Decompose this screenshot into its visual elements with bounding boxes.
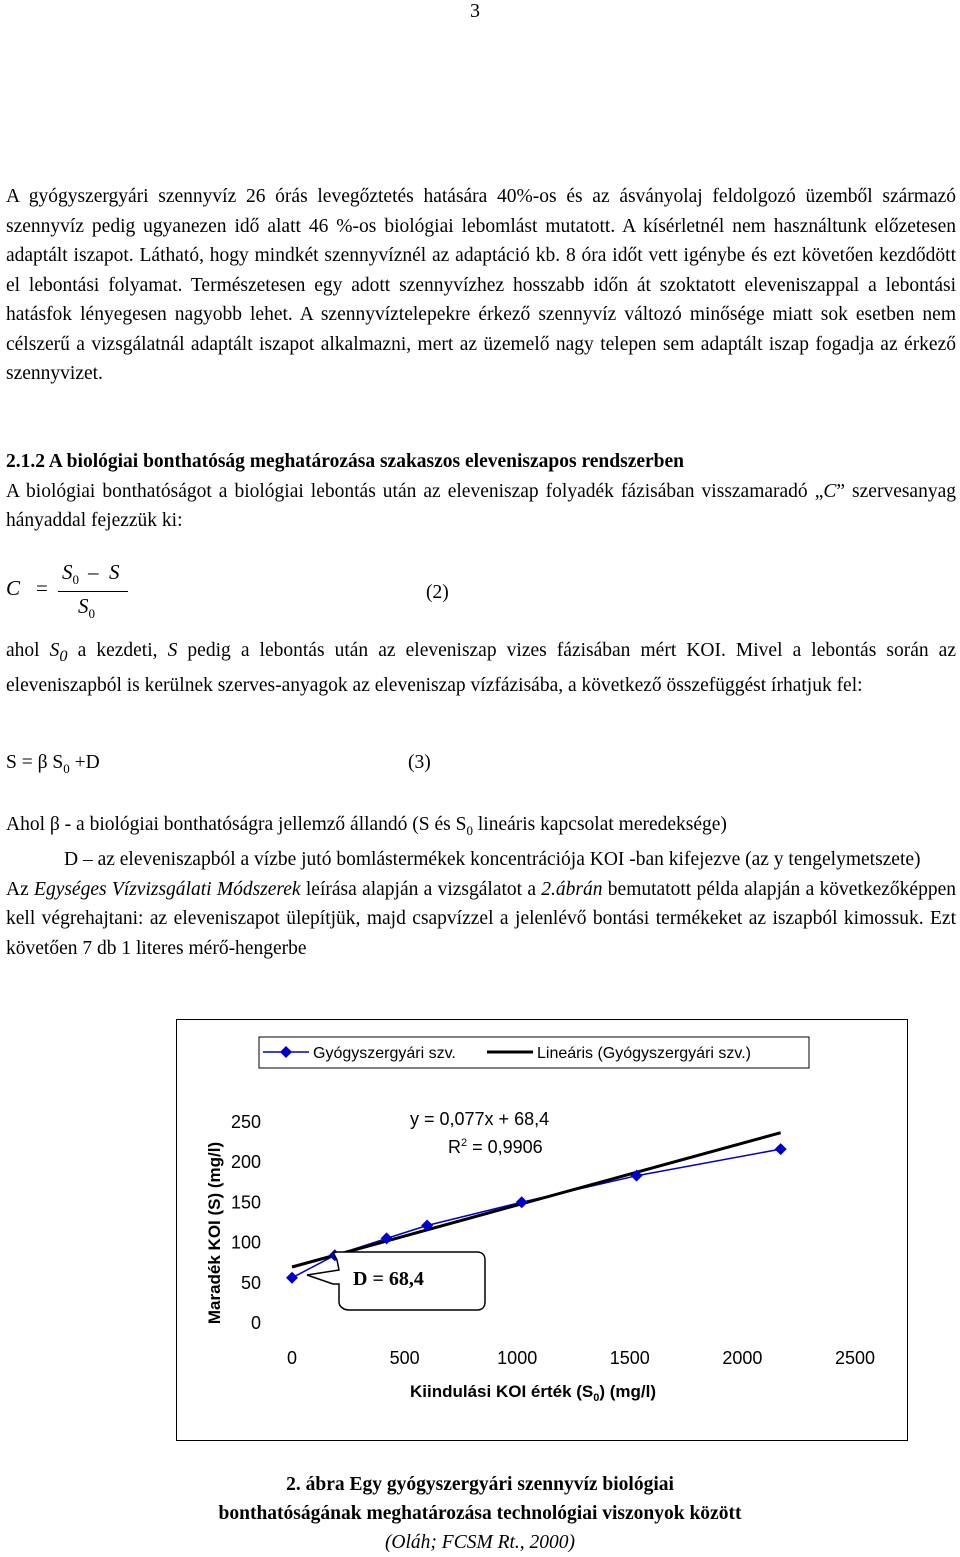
formula2-numerator-s: S (109, 560, 120, 584)
beta-definition: Ahol β - a biológiai bonthatóságra jellemző állandó (S és $S_0$ lineáris kapcsolat meredeksége) (6, 814, 727, 838)
caption-line-2: bonthatóságának meghatározása technológiai viszonyok között (218, 1503, 742, 1524)
legend-trend-label: Lineáris (Gyógyszergyári szv.) (537, 1045, 751, 1062)
caption-line-1: 2. ábra Egy gyógyszergyári szennyvíz biológiai (286, 1474, 674, 1495)
x-tick-label: 2500 (834, 1348, 876, 1368)
paragraph-results: A gyógyszergyári szennyvíz 26 órás levegőztetés hatására 40%-os és az ásványolaj feldolgozó üzemből származó szennyvíz pedig ugyanezen idő alatt 46 %-os biológiai lebomlást mutatott. A kísérletnél nem használtunk előzetesen adaptált iszapot. Látható, hogy mindkét szennyvíznél az adaptáció kb. 8 óra időt vett igénybe és ezt követően kezdődött el lebontási folyamat. Természetesen egy adott szennyvízhez hosszabb időn át szoktatott eleveniszappal a lebontási hatásfok lényegesen nagyobb lehet. A szennyvíztelepekre érkező szennyvíz változó minősége miatt sok esetben nem célszerű a vizsgálatnál adaptált iszapot alkalmazni, mert az üzemelő nagy telepen sem adaptált iszap fogadja az érkező szennyvizet. (6, 186, 956, 384)
callout-label: D = 68,4 (353, 1268, 424, 1290)
procedure-text: Az Egységes Vízvizsgálati Módszerek leírása alapján a vizsgálatot a 2.ábrán bemutatott példa alapján a következőképpen kell végrehajtani: az eleveniszapot ülepítjük, majd csapvízzel a jelenlévő bontási termékeket az iszapból kimossuk. Ezt követően 7 db 1 literes mérő-hengerbe (6, 878, 956, 959)
x-axis-label: Kiindulási KOI érték $(S_0)$ (mg/l) (410, 1382, 657, 1404)
formula2-equals: = (36, 576, 48, 600)
x-tick-label: 2000 (722, 1348, 763, 1368)
x-tick-label: 1500 (609, 1348, 650, 1368)
y-tick-label: 250 (230, 1112, 261, 1132)
fraction-bar (58, 591, 128, 592)
paragraph-definitions: ahol $S_0$ a kezdeti, S pedig a lebontás után az eleveniszap vizes fázisában mért KOI. Mivel a lebontás során az eleveniszapból is kerülnek szerves-anyagok az eleveniszap vízfázisába, a következő összefüggést írhatjuk fel: (6, 640, 956, 697)
y-axis-label: Maradék KOI (S) (mg/l) (205, 1141, 224, 1325)
x-tick-label: 500 (389, 1348, 420, 1368)
p2-text-b: ” szervesanyag hányaddal fejezzük ki: (6, 480, 956, 531)
formula2-numerator-s0: $S_0$ (62, 560, 79, 588)
x-tick-label: 0 (286, 1348, 298, 1368)
formula3-tag: (3) (408, 752, 431, 773)
formula2-denominator-s0: $S_0$ (78, 594, 95, 622)
caption-source: (Oláh; FCSM Rt., 2000) (384, 1532, 576, 1553)
section-heading: 2.1.2 A biológiai bonthatóság meghatározása szakaszos eleveniszapos rendszerben (6, 451, 685, 472)
y-tick-label: 0 (250, 1313, 261, 1333)
formula2-tag: (2) (426, 582, 449, 603)
d-definition: D – az eleveniszapból a vízbe jutó bomlástermékek koncentrációja KOI -ban kifejezve (az y tengelymetszete) (64, 849, 921, 871)
y-tick-label: 200 (230, 1152, 261, 1173)
equation-label: y = 0,077x + 68,4 (410, 1109, 550, 1129)
formula-2 (6, 560, 476, 630)
p2-text-a: A biológiai bonthatóságot a biológiai lebontás után az eleveniszap folyadék fázisában visszamaradó „ (6, 480, 824, 502)
chart-frame (176, 1019, 908, 1441)
y-tick-label: 150 (230, 1192, 261, 1213)
paragraph-bonthatosag (6, 447, 956, 536)
formula2-lhs: C (6, 576, 21, 600)
y-tick-label: 100 (230, 1232, 261, 1253)
paragraph-method (6, 810, 956, 963)
r2-label: $R^2 = 0,9906$ (448, 1137, 543, 1157)
callout (307, 1252, 485, 1310)
formula-3: S = β $S_0 +D$ (3) (6, 752, 431, 776)
regression-chart (177, 1020, 909, 1442)
data-point (775, 1143, 787, 1155)
p2-c-symbol: C (823, 480, 837, 502)
formula2-minus: – (88, 560, 99, 584)
data-point (286, 1272, 298, 1284)
x-tick-label: 1000 (497, 1348, 538, 1368)
legend (259, 1037, 809, 1068)
y-tick-label: 50 (240, 1272, 261, 1293)
page-number: 3 (470, 0, 480, 22)
figure-caption (0, 1470, 960, 1557)
legend-series-label: Gyógyszergyári szv. (313, 1045, 456, 1062)
